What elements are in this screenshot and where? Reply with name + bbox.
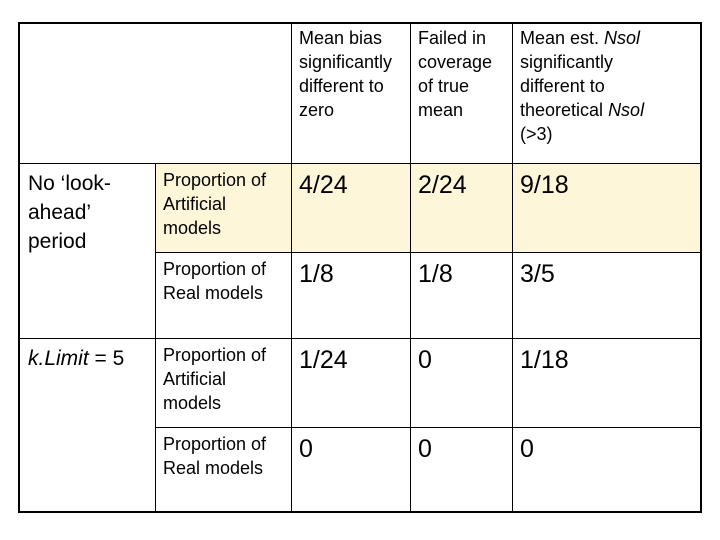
header-line: theoretical Nsol [520, 100, 645, 120]
group-divider [20, 338, 700, 339]
row-label-real [163, 432, 266, 480]
cell-value: 0 [418, 435, 432, 463]
header-line: different to [299, 76, 384, 96]
header-line: significantly [299, 52, 393, 72]
group-label-klimit: k.Limit = 5 [28, 347, 125, 370]
row-label-line: Proportion of [163, 434, 267, 454]
row-label-line: Proportion of [163, 259, 267, 279]
row-label-line: Real models [163, 283, 264, 303]
col-divider-3 [512, 24, 513, 511]
cell-value: 9/18 [520, 171, 569, 199]
cell-value: 1/24 [299, 346, 348, 374]
header-failed-coverage [418, 26, 492, 122]
cell-value: 0 [520, 435, 534, 463]
cell-value: 1/18 [520, 346, 569, 374]
header-divider [20, 163, 700, 164]
header-line: (>3) [520, 124, 553, 144]
col-divider-label [155, 164, 156, 511]
group-label-no-lookahead [28, 169, 111, 256]
header-line: mean [418, 100, 464, 120]
header-line: zero [299, 100, 335, 120]
col-divider-1 [291, 24, 292, 511]
group-label-line: ahead’ [28, 201, 92, 224]
row-label-line: Artificial [163, 369, 227, 389]
header-line: Failed in [418, 28, 487, 48]
row-label-line: models [163, 393, 222, 413]
group-label-line: No ‘look- [28, 172, 111, 195]
group-label-line: period [28, 230, 87, 253]
row-label-line: Artificial [163, 194, 227, 214]
cell-value: 4/24 [299, 171, 348, 199]
row-label-line: Proportion of [163, 345, 267, 365]
cell-value: 0 [299, 435, 313, 463]
header-line: different to [520, 76, 605, 96]
header-line: coverage [418, 52, 493, 72]
row-label-artificial [163, 343, 266, 415]
row-divider-1 [155, 252, 700, 253]
header-line: Mean est. Nsol [520, 28, 641, 48]
col-divider-2 [410, 24, 411, 511]
header-line: of true [418, 76, 470, 96]
header-line: Mean bias [299, 28, 383, 48]
row-label-real [163, 257, 266, 305]
cell-value: 1/8 [418, 260, 453, 288]
header-mean-bias [299, 26, 392, 122]
shaded-cell-row1-values [291, 164, 700, 252]
row-label-line: Proportion of [163, 170, 267, 190]
row-label-line: Real models [163, 458, 264, 478]
header-line: significantly [520, 52, 614, 72]
cell-value: 3/5 [520, 260, 555, 288]
cell-value: 0 [418, 346, 432, 374]
cell-value: 1/8 [299, 260, 334, 288]
header-mean-nsol [520, 26, 644, 146]
row-divider-3 [155, 427, 700, 428]
row-label-artificial [163, 168, 266, 240]
row-label-line: models [163, 218, 222, 238]
cell-value: 2/24 [418, 171, 467, 199]
